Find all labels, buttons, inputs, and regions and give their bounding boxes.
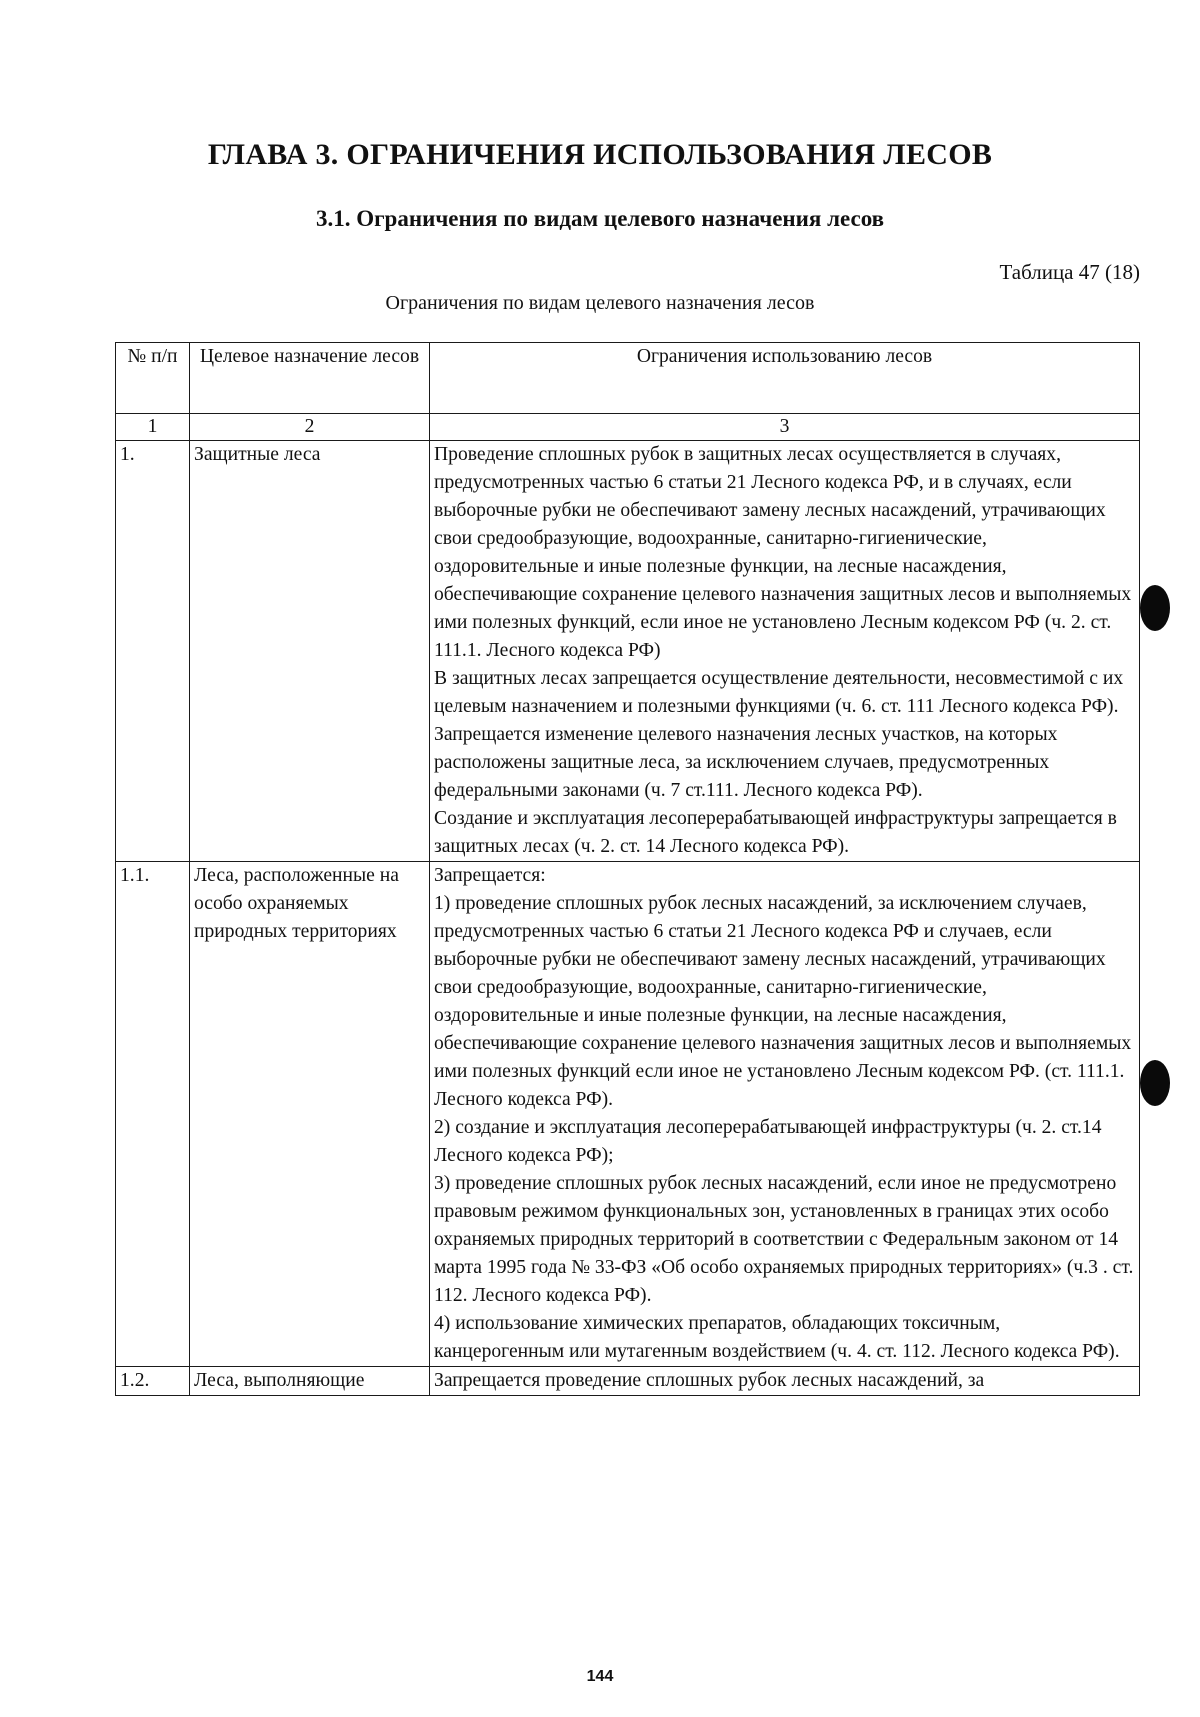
table-row xyxy=(116,1367,1140,1396)
punch-hole-mark xyxy=(1140,585,1170,631)
table-row xyxy=(116,862,1140,1367)
restriction-paragraph: 2) создание и эксплуатация лесоперерабатывающей инфраструктуры (ч. 2. ст.14 Лесного кодекса РФ); xyxy=(434,1117,1102,1166)
column-number: 2 xyxy=(190,414,430,441)
table-caption: Ограничения по видам целевого назначения лесов xyxy=(385,292,815,314)
restriction-paragraph: Запрещается изменение целевого назначения лесных участков, на которых расположены защитные леса, за исключением случаев, предусмотренных федеральными законами (ч. 7 ст.111. Лесного кодекса РФ). xyxy=(434,724,1058,801)
header-purpose: Целевое назначение лесов xyxy=(190,343,430,414)
restriction-paragraph: 1) проведение сплошных рубок лесных насаждений, за исключением случаев, предусмотренных частью 6 статьи 21 Лесного кодекса РФ и случаев, если выборочные рубки не обеспечивают замену лесных насаждений, утрачивающих свои средообразующие, водоохранные, санитарно-гигиенические, оздоровительные и иные полезные функции, на лесные насаждения, обеспечивающие сохранение целевого назначения защитных лесов и выполняемых ими полезных функций если иное не установлено Лесным кодексом РФ. (ст. 111.1. Лесного кодекса РФ). xyxy=(434,893,1132,1110)
row-purpose: Леса, расположенные на особо охраняемых природных территориях xyxy=(190,862,430,1367)
row-restrictions xyxy=(430,441,1140,862)
restriction-paragraph: 3) проведение сплошных рубок лесных насаждений, если иное не предусмотрено правовым режимом функциональных зон, установленных в границах этих особо охраняемых природных территорий в соответствии с Федеральным законом от 14 марта 1995 года № 33-ФЗ «Об особо охраняемых природных территориях» (ч.3 . ст. 112. Лесного кодекса РФ). xyxy=(434,1173,1134,1306)
column-number-row xyxy=(116,414,1140,441)
column-number: 3 xyxy=(430,414,1140,441)
column-number: 1 xyxy=(116,414,190,441)
row-number: 1.1. xyxy=(116,862,190,1367)
restriction-paragraph: Проведение сплошных рубок в защитных лесах осуществляется в случаях, предусмотренных частью 6 статьи 21 Лесного кодекса РФ, и в случаях, если выборочные рубки не обеспечивают замену лесных насаждений, утрачивающих свои средообразующие, водоохранные, санитарно-гигиенические, оздоровительные и иные полезные функции, на лесные насаждения, обеспечивающие сохранение целевого назначения защитных лесов и выполняемых ими полезных функций, если иное не установлено Лесным кодексом РФ (ч. 2. ст. 111.1. Лесного кодекса РФ) xyxy=(434,444,1132,661)
page-number: 144 xyxy=(586,1668,614,1685)
restriction-paragraph: Создание и эксплуатация лесоперерабатывающей инфраструктуры запрещается в защитных лесах (ч. 2. ст. 14 Лесного кодекса РФ). xyxy=(434,808,1117,857)
table-header-row xyxy=(116,343,1140,414)
row-purpose: Леса, выполняющие xyxy=(190,1367,430,1396)
header-restrictions: Ограничения использованию лесов xyxy=(430,343,1140,414)
table-number: Таблица 47 (18) xyxy=(999,260,1140,284)
row-number: 1. xyxy=(116,441,190,862)
table-row xyxy=(116,441,1140,862)
chapter-title: ГЛАВА 3. ОГРАНИЧЕНИЯ ИСПОЛЬЗОВАНИЯ ЛЕСОВ xyxy=(207,138,993,171)
row-restrictions xyxy=(430,1367,1140,1396)
restrictions-table xyxy=(115,342,1140,1396)
punch-hole-mark xyxy=(1140,1060,1170,1106)
restriction-paragraph: Запрещается проведение сплошных рубок лесных насаждений, за xyxy=(434,1370,985,1391)
restriction-paragraph: Запрещается: xyxy=(434,865,546,886)
row-restrictions xyxy=(430,862,1140,1367)
row-purpose: Защитные леса xyxy=(190,441,430,862)
section-title: 3.1. Ограничения по видам целевого назначения лесов xyxy=(315,206,885,231)
restriction-paragraph: 4) использование химических препаратов, обладающих токсичным, канцерогенным или мутагенным воздействием (ч. 4. ст. 112. Лесного кодекса РФ). xyxy=(434,1313,1120,1362)
restriction-paragraph: В защитных лесах запрещается осуществление деятельности, несовместимой с их целевым назначением и полезными функциями (ч. 6. ст. 111 Лесного кодекса РФ). xyxy=(434,668,1124,717)
header-number: № п/п xyxy=(116,343,190,414)
row-number: 1.2. xyxy=(116,1367,190,1396)
